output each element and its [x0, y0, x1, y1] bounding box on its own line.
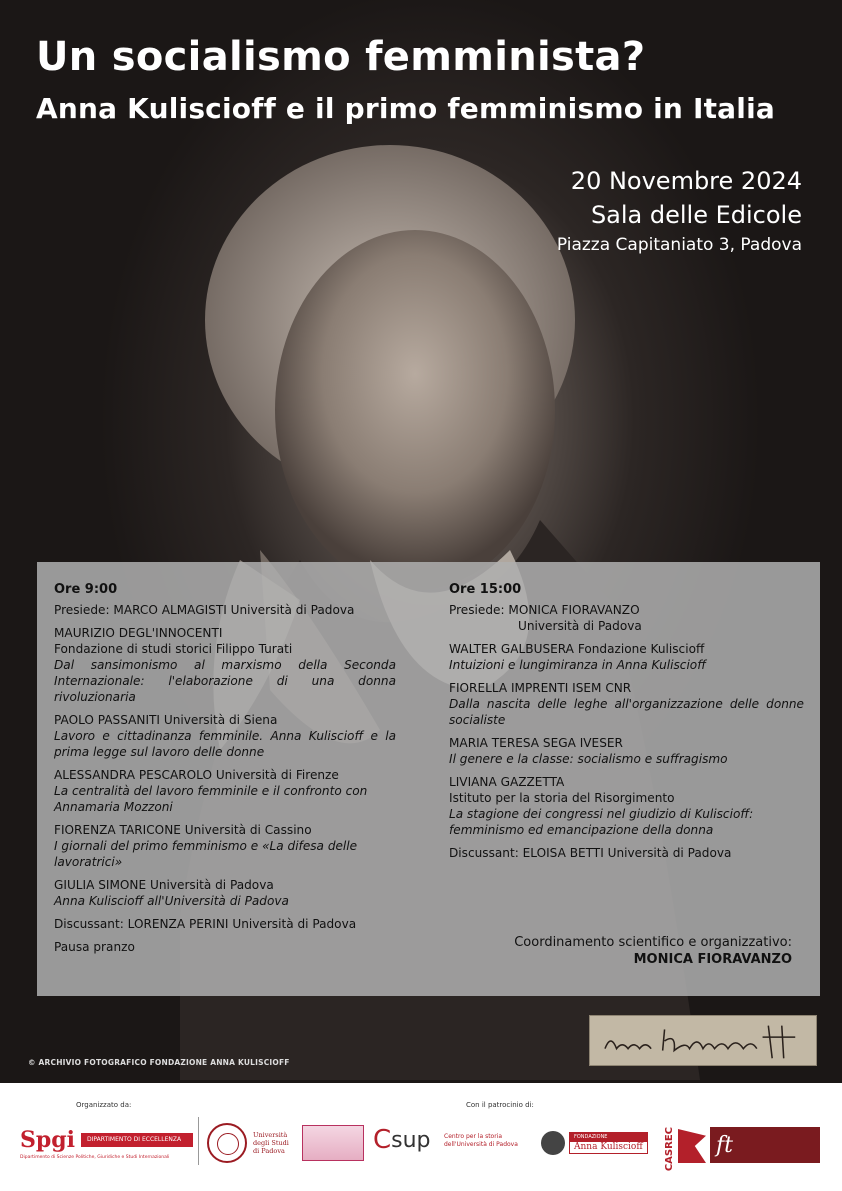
event-date: 20 Novembre 2024: [570, 167, 802, 195]
speaker-affiliation: Università di Cassino: [184, 823, 312, 837]
discussant-name: LORENZA PERINI: [127, 917, 229, 931]
ft-logo[interactable]: [710, 1127, 820, 1163]
fondazione-name: Anna Kuliscioff: [574, 1142, 643, 1152]
casrec-mark-icon: [678, 1129, 706, 1163]
speaker-name: FIORELLA IMPRENTI: [449, 681, 569, 695]
talk-item: [54, 767, 396, 815]
speaker-affiliation: Fondazione Kuliscioff: [577, 642, 705, 656]
logo-divider: [198, 1117, 199, 1165]
spgi-bar: DIPARTIMENTO DI ECCELLENZA: [81, 1133, 193, 1147]
afternoon-chair: [449, 602, 804, 634]
talk-title: Dalla nascita delle leghe all'organizzazione delle donne socialiste: [449, 697, 804, 727]
spgi-mark: Spgi: [20, 1127, 76, 1153]
page-title: Un socialismo femminista?: [36, 34, 646, 80]
chair-label: Presiede:: [449, 603, 505, 617]
signature-image: [589, 1015, 817, 1066]
speaker-name: FIORENZA TARICONE: [54, 823, 181, 837]
talk-title: Intuizioni e lungimiranza in Anna Kuliscioff: [449, 658, 706, 672]
fondazione-logo[interactable]: [541, 1131, 648, 1155]
unipd-seal-icon: [207, 1123, 247, 1163]
talk-title: Dal sansimonismo al marxismo della Seconda Internazionale: l'elaborazione di una donna rivoluzionaria: [54, 658, 396, 704]
chair-affiliation: Università di Padova: [518, 619, 642, 633]
speaker-affiliation: Università di Siena: [163, 713, 278, 727]
speaker-name: LIVIANA GAZZETTA: [449, 775, 565, 789]
afternoon-discussant: [449, 845, 804, 861]
speaker-affiliation: Fondazione di studi storici Filippo Turati: [54, 642, 293, 656]
discussant-name: ELOISA BETTI: [522, 846, 604, 860]
unipd-name: Università degli Studi di Padova: [253, 1131, 289, 1155]
talk-item: [54, 712, 396, 760]
speaker-affiliation: Università di Padova: [149, 878, 274, 892]
speaker-name: WALTER GALBUSERA: [449, 642, 574, 656]
coordination-label: Coordinamento scientifico e organizzativo:: [514, 935, 792, 950]
talk-item: [54, 877, 396, 909]
chair-name: MONICA FIORAVANZO: [508, 603, 640, 617]
lunch-break: Pausa pranzo: [54, 940, 135, 954]
chair-label: Presiede:: [54, 603, 110, 617]
page-subtitle: Anna Kuliscioff e il primo femminismo in Italia: [36, 92, 775, 125]
coordination: [514, 934, 792, 968]
footer: [0, 1083, 842, 1191]
csup-logo[interactable]: [373, 1125, 431, 1155]
fondazione-label: FONDAZIONE: [570, 1133, 647, 1142]
talk-item: [449, 641, 804, 673]
centro-logo[interactable]: Centro per la storia dell'Università di Padova: [444, 1133, 518, 1148]
speaker-name: ALESSANDRA PESCAROLO: [54, 768, 212, 782]
speaker-name: MARIA TERESA SEGA: [449, 736, 576, 750]
event-venue: Sala delle Edicole: [590, 201, 802, 229]
talk-item: [449, 735, 804, 767]
spgi-logo[interactable]: [20, 1127, 193, 1160]
event-address: Piazza Capitaniato 3, Padova: [556, 235, 802, 255]
event-info: [557, 164, 802, 258]
chair-name: MARCO ALMAGISTI: [113, 603, 227, 617]
speaker-affiliation: IVESER: [579, 736, 623, 750]
morning-time: Ore 9:00: [54, 582, 118, 597]
organized-label: Organizzato da:: [76, 1101, 132, 1109]
patronage-label: Con il patrocinio di:: [466, 1101, 534, 1109]
fondazione-portrait-icon: [541, 1131, 565, 1155]
talk-title: Il genere e la classe: socialismo e suffragismo: [449, 752, 728, 766]
spgi-subtitle: Dipartimento di Scienze Politiche, Giuridiche e Studi Internazionali: [20, 1155, 170, 1160]
talk-title: Lavoro e cittadinanza femminile. Anna Kuliscioff e la prima legge sul lavoro delle donne: [54, 729, 396, 759]
morning-chair: [54, 602, 396, 618]
ft-mark: ft: [716, 1132, 733, 1158]
speaker-name: PAOLO PASSANITI: [54, 713, 160, 727]
talk-item: [54, 625, 396, 705]
speaker-name: MAURIZIO DEGL'INNOCENTI: [54, 626, 223, 640]
talk-item: [54, 822, 396, 870]
casrec-logo[interactable]: CASREC: [664, 1127, 675, 1172]
csup-c: C: [373, 1125, 392, 1155]
talk-title: Anna Kuliscioff all'Università di Padova: [54, 894, 289, 908]
afternoon-time: Ore 15:00: [449, 582, 522, 597]
talk-item: [449, 774, 804, 838]
building-logo[interactable]: [302, 1125, 364, 1161]
afternoon-session: [449, 582, 804, 868]
discussant-affiliation: Università di Padova: [232, 917, 357, 931]
talk-title: La centralità del lavoro femminile e il confronto con Annamaria Mozzoni: [54, 784, 368, 814]
talk-title: I giornali del primo femminismo e «La difesa delle lavoratrici»: [54, 839, 358, 869]
talk-item: [449, 680, 804, 728]
morning-session: [54, 582, 396, 962]
talk-title: La stagione dei congressi nel giudizio di Kuliscioff: femminismo ed emancipazione della donna: [449, 807, 754, 837]
speaker-affiliation: ISEM CNR: [572, 681, 632, 695]
discussant-label: Discussant:: [449, 846, 519, 860]
csup-rest: sup: [391, 1127, 431, 1153]
speaker-name: GIULIA SIMONE: [54, 878, 147, 892]
discussant-affiliation: Università di Padova: [607, 846, 732, 860]
photo-copyright: © ARCHIVIO FOTOGRAFICO FONDAZIONE ANNA KULISCIOFF: [28, 1058, 290, 1067]
unipd-logo[interactable]: [207, 1123, 293, 1163]
coordination-name: MONICA FIORAVANZO: [633, 952, 792, 967]
program-panel: [37, 562, 820, 996]
chair-affiliation: Università di Padova: [230, 603, 355, 617]
speaker-affiliation: Istituto per la storia del Risorgimento: [449, 791, 675, 805]
discussant-label: Discussant:: [54, 917, 124, 931]
morning-discussant: [54, 916, 396, 932]
speaker-affiliation: Università di Firenze: [215, 768, 339, 782]
